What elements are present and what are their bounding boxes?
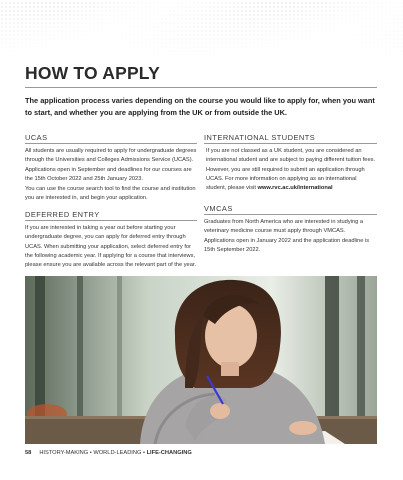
vmcas-divider [204, 214, 377, 215]
ucas-divider [25, 143, 197, 144]
deferred-entry-paragraph: If you are interested in taking a year out before starting your undergraduate degree, you can apply for deferred entry through UCAS. When submitting your application, select deferred entry for the following academic year. If applying for a course that interviews, please ensure you are available across the relevant part of the year. [25, 225, 197, 269]
page-title: HOW TO APPLY [25, 63, 160, 83]
international-students-divider [204, 143, 377, 144]
ucas-paragraph-2: You can use the course search tool to find the course and institution you are interested in, and begin your application. [25, 186, 196, 202]
international-link[interactable]: www.rvc.ac.uk/international [257, 185, 333, 192]
footer-separator-1: • [88, 450, 94, 456]
international-students-heading: INTERNATIONAL STUDENTS [204, 133, 316, 142]
student-studying-photo [25, 276, 377, 444]
lead-paragraph: The application process varies depending on the course you would like to apply for, when you want to start, and whether you are applying from the UK or from outside the UK. [25, 96, 375, 118]
footer-tagline-3: LIFE-CHANGING [146, 450, 192, 456]
deferred-entry-heading: DEFERRED ENTRY [25, 210, 100, 219]
vmcas-heading: VMCAS [204, 204, 233, 213]
footer-separator-2: • [141, 450, 147, 456]
ucas-heading: UCAS [25, 133, 48, 142]
footer-tagline-1: HISTORY-MAKING [39, 450, 89, 456]
page-footer [25, 450, 192, 456]
ucas-paragraph-1: All students are usually required to apply for undergraduate degrees through the Universities and Colleges Admissions Service (UCAS). Applications open in September and deadlines for our courses are the 15th October 2022 and 25th January 2023. [25, 148, 197, 182]
page-number: 58 [25, 450, 32, 456]
vmcas-paragraph: Graduates from North America who are interested in studying a veterinary medicine course must apply through VMCAS. Applications open in January 2022 and the application deadline is 15th September 2022. [204, 219, 370, 253]
title-divider [25, 87, 377, 88]
deferred-entry-divider [25, 220, 197, 221]
decorative-dot-pattern [0, 0, 403, 62]
footer-tagline-2: WORLD-LEADING [93, 450, 142, 456]
international-students-paragraph: If you are not classed as a UK student, you are considered an international student and are subject to paying different tuition fees. However, you are still required to submit an application through UCAS. For more information on applying as an international student, please visit www.rvc.ac.uk/international [206, 148, 376, 192]
